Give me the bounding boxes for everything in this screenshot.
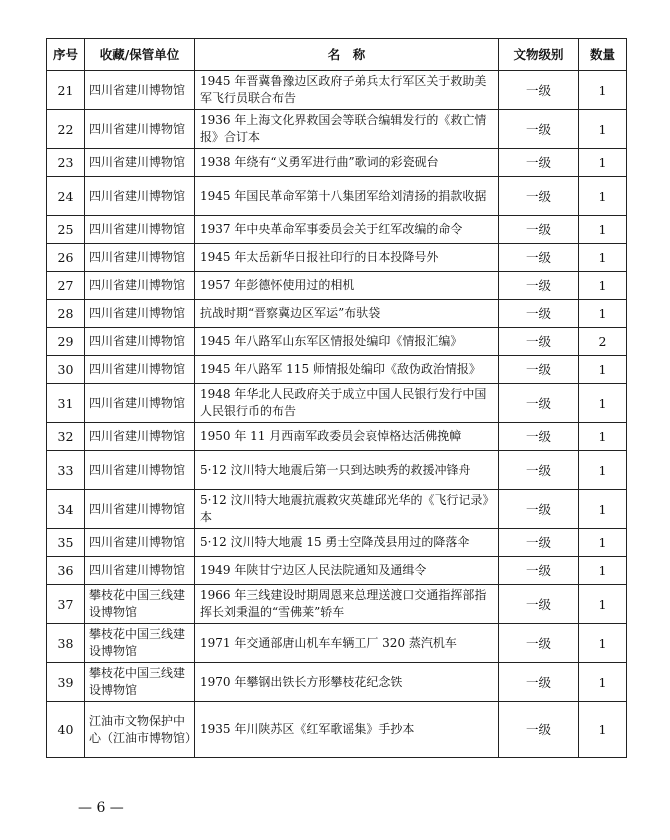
cell-grade: 一级: [499, 663, 579, 702]
table-row: [47, 244, 627, 272]
cell-qty: 1: [579, 423, 627, 451]
cell-name: 1945 年八路军 115 师情报处编印《敌伪政治情报》: [195, 356, 499, 384]
cell-qty: 1: [579, 585, 627, 624]
table-row: [47, 110, 627, 149]
cell-unit: 四川省建川博物馆: [85, 356, 195, 384]
cell-grade: 一级: [499, 529, 579, 557]
cell-qty: 1: [579, 272, 627, 300]
cell-seq: 23: [47, 149, 85, 177]
table-header-row: [47, 39, 627, 71]
cell-grade: 一级: [499, 384, 579, 423]
cell-seq: 32: [47, 423, 85, 451]
cell-name: 1950 年 11 月西南军政委员会哀悼格达活佛挽幛: [195, 423, 499, 451]
cell-grade: 一级: [499, 244, 579, 272]
cell-grade: 一级: [499, 451, 579, 490]
cell-grade: 一级: [499, 423, 579, 451]
cell-grade: 一级: [499, 585, 579, 624]
cell-grade: 一级: [499, 110, 579, 149]
cell-seq: 34: [47, 490, 85, 529]
cell-seq: 28: [47, 300, 85, 328]
cell-grade: 一级: [499, 702, 579, 758]
header-seq: 序号: [47, 39, 85, 71]
table-row: [47, 356, 627, 384]
cell-seq: 24: [47, 177, 85, 216]
cell-name: 1970 年攀钢出铁长方形攀枝花纪念铁: [195, 663, 499, 702]
cell-qty: 1: [579, 300, 627, 328]
cell-grade: 一级: [499, 624, 579, 663]
cell-unit: 四川省建川博物馆: [85, 244, 195, 272]
table-row: [47, 300, 627, 328]
cell-unit: 江油市文物保护中心（江油市博物馆）: [85, 702, 195, 758]
table-row: [47, 490, 627, 529]
cell-name: 1936 年上海文化界救国会等联合编辑发行的《救亡情报》合订本: [195, 110, 499, 149]
cell-seq: 36: [47, 557, 85, 585]
cell-seq: 35: [47, 529, 85, 557]
table-row: [47, 451, 627, 490]
cell-unit: 四川省建川博物馆: [85, 557, 195, 585]
cell-name: 1945 年八路军山东军区情报处编印《情报汇编》: [195, 328, 499, 356]
table-row: [47, 71, 627, 110]
cell-grade: 一级: [499, 216, 579, 244]
table-row: [47, 149, 627, 177]
cell-qty: 1: [579, 557, 627, 585]
cell-grade: 一级: [499, 71, 579, 110]
cell-qty: 1: [579, 216, 627, 244]
cell-name: 5·12 汶川特大地震后第一只到达映秀的救援冲锋舟: [195, 451, 499, 490]
cell-name: 1945 年国民革命军第十八集团军给刘清扬的捐款收据: [195, 177, 499, 216]
header-unit: 收藏/保管单位: [85, 39, 195, 71]
cell-name: 1971 年交通部唐山机车车辆工厂 320 蒸汽机车: [195, 624, 499, 663]
table-row: [47, 216, 627, 244]
cell-unit: 四川省建川博物馆: [85, 384, 195, 423]
table-row: [47, 328, 627, 356]
cell-seq: 33: [47, 451, 85, 490]
cell-qty: 1: [579, 244, 627, 272]
cell-unit: 四川省建川博物馆: [85, 272, 195, 300]
cell-grade: 一级: [499, 300, 579, 328]
cell-unit: 四川省建川博物馆: [85, 490, 195, 529]
cell-name: 1948 年华北人民政府关于成立中国人民银行发行中国人民银行币的布告: [195, 384, 499, 423]
table-row: [47, 423, 627, 451]
cell-qty: 1: [579, 110, 627, 149]
cell-seq: 40: [47, 702, 85, 758]
cell-unit: 四川省建川博物馆: [85, 328, 195, 356]
cell-seq: 26: [47, 244, 85, 272]
cell-qty: 1: [579, 71, 627, 110]
cell-qty: 1: [579, 149, 627, 177]
cell-qty: 1: [579, 702, 627, 758]
cell-grade: 一级: [499, 557, 579, 585]
table-row: [47, 272, 627, 300]
cell-qty: 1: [579, 451, 627, 490]
cell-qty: 1: [579, 624, 627, 663]
cell-grade: 一级: [499, 272, 579, 300]
table-row: [47, 384, 627, 423]
cell-unit: 四川省建川博物馆: [85, 110, 195, 149]
cell-grade: 一级: [499, 177, 579, 216]
cell-name: 1945 年晋冀鲁豫边区政府子弟兵太行军区关于救助美军飞行员联合布告: [195, 71, 499, 110]
table-row: [47, 529, 627, 557]
page-number: — 6 —: [78, 800, 124, 816]
cell-name: 抗战时期“晋察冀边区军运”布驮袋: [195, 300, 499, 328]
table-row: [47, 702, 627, 758]
cell-name: 1966 年三线建设时期周恩来总理送渡口交通指挥部指挥长刘秉温的“雪佛莱”轿车: [195, 585, 499, 624]
header-grade: 文物级别: [499, 39, 579, 71]
cell-seq: 25: [47, 216, 85, 244]
cell-unit: 四川省建川博物馆: [85, 177, 195, 216]
cell-unit: 四川省建川博物馆: [85, 423, 195, 451]
table-body: [47, 71, 627, 758]
table-row: [47, 557, 627, 585]
table-row: [47, 624, 627, 663]
cell-name: 5·12 汶川特大地震 15 勇士空降茂县用过的降落伞: [195, 529, 499, 557]
relics-table: [46, 38, 627, 758]
cell-grade: 一级: [499, 490, 579, 529]
cell-unit: 攀枝花中国三线建设博物馆: [85, 585, 195, 624]
cell-qty: 1: [579, 177, 627, 216]
cell-unit: 四川省建川博物馆: [85, 149, 195, 177]
table-row: [47, 663, 627, 702]
cell-name: 1937 年中央革命军事委员会关于红军改编的命令: [195, 216, 499, 244]
cell-qty: 2: [579, 328, 627, 356]
cell-qty: 1: [579, 663, 627, 702]
cell-unit: 四川省建川博物馆: [85, 451, 195, 490]
cell-seq: 30: [47, 356, 85, 384]
cell-seq: 29: [47, 328, 85, 356]
cell-grade: 一级: [499, 328, 579, 356]
cell-qty: 1: [579, 384, 627, 423]
cell-unit: 攀枝花中国三线建设博物馆: [85, 624, 195, 663]
cell-seq: 27: [47, 272, 85, 300]
cell-name: 1938 年绕有“义勇军进行曲”歌词的彩瓷砚台: [195, 149, 499, 177]
table-row: [47, 177, 627, 216]
cell-name: 1935 年川陕苏区《红军歌谣集》手抄本: [195, 702, 499, 758]
header-name: 名 称: [195, 39, 499, 71]
cell-qty: 1: [579, 356, 627, 384]
cell-unit: 四川省建川博物馆: [85, 529, 195, 557]
cell-name: 5·12 汶川特大地震抗震救灾英雄邱光华的《飞行记录》本: [195, 490, 499, 529]
cell-seq: 21: [47, 71, 85, 110]
cell-seq: 37: [47, 585, 85, 624]
cell-grade: 一级: [499, 356, 579, 384]
cell-qty: 1: [579, 490, 627, 529]
cell-seq: 22: [47, 110, 85, 149]
cell-qty: 1: [579, 529, 627, 557]
cell-grade: 一级: [499, 149, 579, 177]
cell-seq: 31: [47, 384, 85, 423]
header-qty: 数量: [579, 39, 627, 71]
cell-unit: 四川省建川博物馆: [85, 300, 195, 328]
cell-unit: 四川省建川博物馆: [85, 216, 195, 244]
cell-name: 1949 年陕甘宁边区人民法院通知及通缉令: [195, 557, 499, 585]
cell-seq: 39: [47, 663, 85, 702]
cell-unit: 攀枝花中国三线建设博物馆: [85, 663, 195, 702]
table-row: [47, 585, 627, 624]
cell-name: 1957 年彭德怀使用过的相机: [195, 272, 499, 300]
cell-name: 1945 年太岳新华日报社印行的日本投降号外: [195, 244, 499, 272]
cell-unit: 四川省建川博物馆: [85, 71, 195, 110]
cell-seq: 38: [47, 624, 85, 663]
